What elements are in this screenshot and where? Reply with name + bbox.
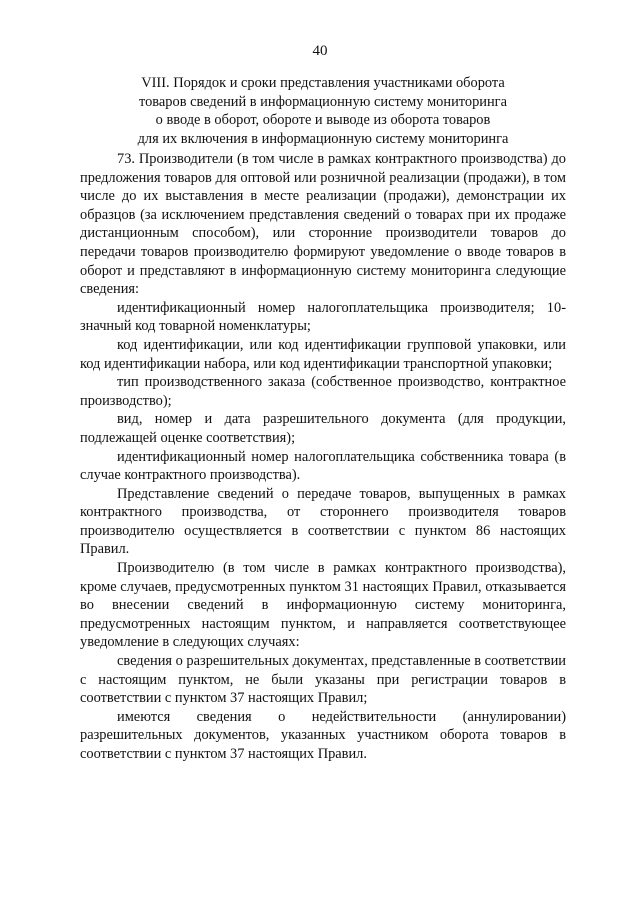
paragraph-taxpayer-id: идентификационный номер налогоплательщика производителя; 10-значный код товарной номенклатуры; xyxy=(80,299,566,335)
paragraph-refusal-case-2: имеются сведения о недействительности (аннулировании) разрешительных документов, указанных участником оборота товаров в соответствии с пунктом 37 настоящих Правил. xyxy=(80,708,566,762)
paragraph-transfer-info: Представление сведений о передаче товаров, выпущенных в рамках контрактного производства, от стороннего производителя товаров производителю осуществляется в соответствии с пунктом 86 настоящих Правил. xyxy=(80,485,566,558)
paragraph-refusal-case-1: сведения о разрешительных документах, представленные в соответствии с настоящим пунктом, не были указаны при регистрации товаров в соответствии с пунктом 37 настоящих Правил; xyxy=(80,653,566,707)
heading-line: о вводе в оборот, обороте и выводе из оборота товаров xyxy=(155,112,491,129)
heading-line: для их включения в информационную систему мониторинга xyxy=(137,130,509,147)
paragraph-identification-code: код идентификации, или код идентификации групповой упаковки, или код идентификации набора, или код идентификации транспортной упаковки; xyxy=(80,336,566,372)
section-heading xyxy=(80,74,566,148)
paragraph-owner-taxpayer-id: идентификационный номер налогоплательщика собственника товара (в случае контрактного производства). xyxy=(80,448,566,484)
paragraph-refusal: Производителю (в том числе в рамках контрактного производства), кроме случаев, предусмотренных пунктом 31 настоящих Правил, отказывается во внесении сведений в информационную систему мониторинга, предусмотренных настоящим пунктом, и направляется соответствующее уведомление в следующих случаях: xyxy=(80,560,566,651)
paragraph-order-type: тип производственного заказа (собственное производство, контрактное производство); xyxy=(80,374,566,409)
page-number: 40 xyxy=(312,43,328,59)
heading-line: VIII. Порядок и сроки представления участниками оборота xyxy=(141,75,505,91)
heading-line: товаров сведений в информационную систему мониторинга xyxy=(139,93,507,110)
paragraph-permit-document: вид, номер и дата разрешительного документа (для продукции, подлежащей оценке соответствия); xyxy=(80,411,566,446)
paragraph-73: 73. Производители (в том числе в рамках контрактного производства) до предложения товаров для оптовой или розничной реализации (продажи), в том числе до их выставления в месте реализации (продажи), демонстрации их образцов (за исключением представления сведений о товарах при их продаже дистанционным способом), или сторонние производители товаров до передачи товаров производителю формируют уведомление о вводе товаров в оборот и представляют в информационную систему мониторинга следующие сведения: xyxy=(80,151,566,298)
document-body xyxy=(80,150,566,764)
